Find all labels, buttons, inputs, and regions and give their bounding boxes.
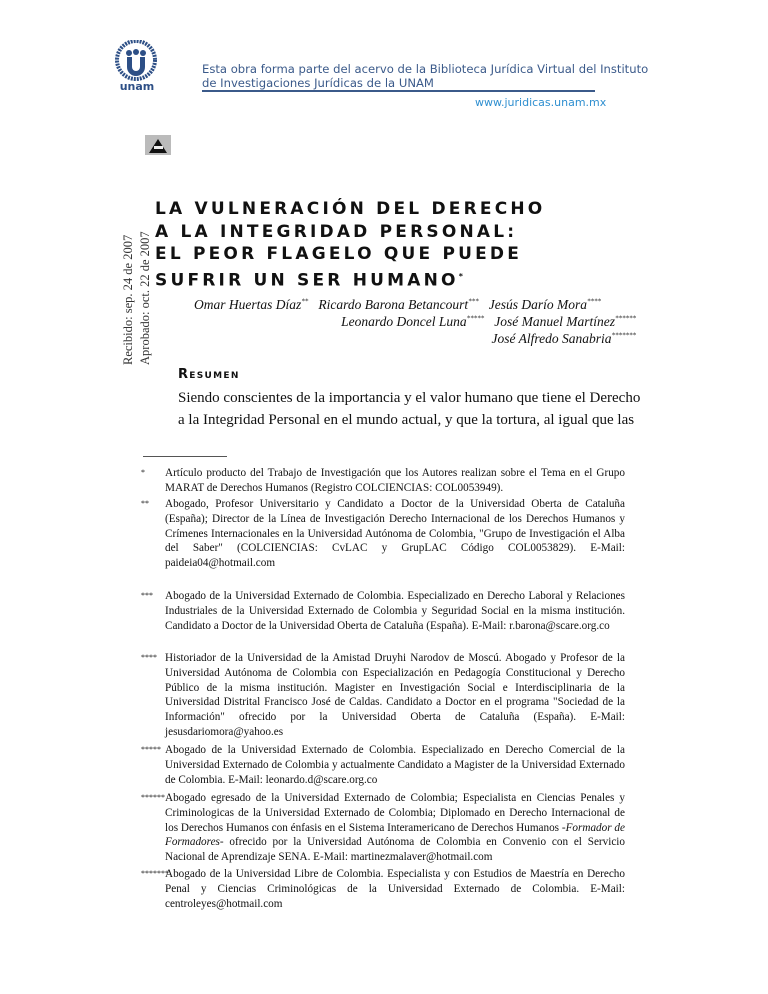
author-name: Ricardo Barona Betancourt: [318, 297, 469, 312]
author-name: José Manuel Martínez: [494, 314, 615, 329]
title-line: A LA INTEGRIDAD PERSONAL:: [155, 221, 518, 242]
website-link[interactable]: www.juridicas.unam.mx: [475, 96, 607, 109]
svg-text:unam: unam: [119, 80, 155, 92]
author-name: José Alfredo Sanabria: [491, 331, 612, 346]
title-line: LA VULNERACIÓN DEL DERECHO: [155, 199, 546, 219]
author-name: Leonardo Doncel Luna: [341, 314, 467, 329]
footnote: * Artículo producto del Trabajo de Investigación que los Autores realizan sobre el Tema en el Grupo MARAT de Derechos Humanos (Registro COLCIENCIAS: COL0053949).: [141, 467, 625, 494]
footnote: **** Historiador de la Universidad de la Amistad Druyhi Narodov de Moscú. Abogado y Profesor de la Universidad Autónoma de Colombia con Especialización en Pedagogía Constitucional y Derecho Público de la misma institución. Magister en Investigación Social e Interdisciplinaria de la Universidad Distrital Francisco José de Caldas. Candidato a Doctor en el programa "Sociedad de la Información" ofrecido por la Universidad Oberta de Cataluña (España). E-Mail: jesusdariomora@yahoo.es: [141, 652, 625, 738]
article-title: [155, 198, 545, 292]
footnote: ***** Abogado de la Universidad Externado de Colombia. Especializado en Derecho Comercial de la Universidad Externado de Colombia y actualmente Candidato a Magister de la Universidad Externado de Colombia. E-Mail: leonardo.d@scare.org.co: [141, 744, 625, 786]
authors-line-2: Leonardo Doncel Luna***** José Manuel Martínez******: [341, 314, 636, 329]
footnote: ****** Abogado egresado de la Universidad Externado de Colombia; Especialista en Ciencias Penales y Criminologicas de la Universidad Externado de Colombia; Diplomado en Derecho Internacional de los Derechos Humanos con énfasis en el Sistema Interamericano de Derechos Humanos -Formador de Formadores- ofrecido por la Universidad Autónoma de Colombia en Convenio con el Servicio Nacional de Aprendizaje SENA. E-Mail: martinezmalaver@hotmail.com: [141, 792, 625, 864]
title-line: EL PEOR FLAGELO QUE PUEDE: [155, 244, 523, 264]
title-line: SUFRIR UN SER HUMANO*: [155, 270, 467, 291]
abstract-heading: Resumen: [178, 367, 240, 382]
author-name: Omar Huertas Díaz: [194, 297, 302, 312]
title-footnote-mark: *: [458, 271, 467, 281]
abstract-text: Siendo conscientes de la importancia y el valor humano que tiene el Derecho a la Integridad Personal en el mundo actual, y que la tortura, al igual que las: [178, 390, 641, 428]
received-date: Recibido: sep. 24 de 2007: [121, 234, 135, 365]
library-notice: [202, 62, 648, 90]
library-notice-line2: de Investigaciones Jurídicas de la UNAM: [202, 76, 434, 90]
unam-iij-logo: [112, 40, 162, 92]
header-rule: [202, 90, 595, 92]
authors-line-3: José Alfredo Sanabria*******: [491, 331, 636, 346]
authors-line-1: Omar Huertas Díaz** Ricardo Barona Betancourt*** Jesús Darío Mora****: [194, 297, 601, 312]
author-name: Jesús Darío Mora: [488, 297, 587, 312]
footnote: *** Abogado de la Universidad Externado de Colombia. Especializado en Derecho Laboral y Relaciones Industriales de la Universidad Externado de Colombia y Seguridad Social en la misma institución. Candidato a Doctor de la Universidad Oberta de Cataluña (España). E-Mail: r.barona@scare.org.co: [141, 590, 625, 632]
journal-mark-icon: [145, 135, 171, 155]
footnote-rule: [143, 456, 227, 457]
library-notice-line1: Esta obra forma parte del acervo de la Biblioteca Jurídica Virtual del Instituto: [202, 62, 649, 76]
date-stamp: [120, 231, 154, 365]
footnote: ******* Abogado de la Universidad Libre de Colombia. Especialista y con Estudios de Maestría en Derecho Penal y Ciencias Criminológicas de la Universidad Externado de Colombia. E-Mail: centroleyes@hotmail.com: [141, 868, 625, 910]
approved-date: Aprobado: oct. 22 de 2007: [138, 231, 152, 365]
footnote: ** Abogado, Profesor Universitario y Candidato a Doctor de la Universidad Oberta de Cataluña (España); Director de la Línea de Investigación Derecho Internacional de los Derechos Humanos y Crímenes Internacionales en la Universidad Autónoma de Colombia, "Grupo de Investigación el Alba del Saber" (COLCIENCIAS: CvLAC y GrupLAC Código COL0053829). E-Mail: paideia04@hotmail.com: [141, 498, 625, 570]
